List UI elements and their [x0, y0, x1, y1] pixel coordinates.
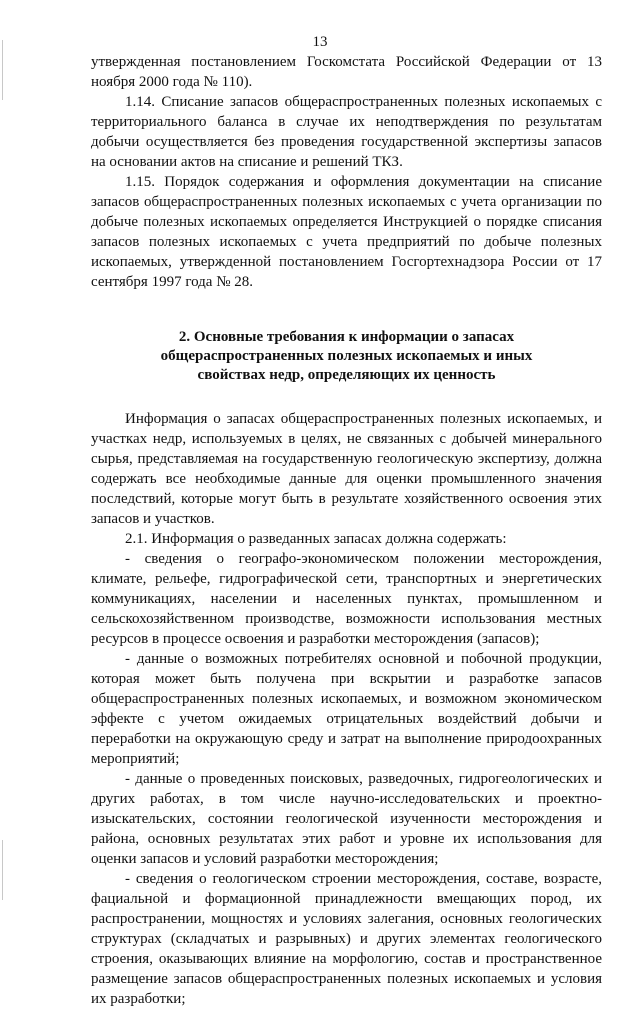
paragraph-intro: Информация о запасах общераспространенных полезных ископаемых, и участках недр, используемых в целях, не связанных с добычей минерального сырья, представляемая на государственную геологическую экспертизу, должна содержать все необходимые данные для оценки промышленного значения последствий, которые могут быть в результате хозяйственного освоения этих запасов и участков.	[91, 411, 602, 527]
list-item-exploration: - данные о проведенных поисковых, разведочных, гидрогеологических и других работах, в том числе научно-исследовательских и проектно-изыскательских, состоянии геологической изученности месторождения и района, основных результатах этих работ и уровне их использования для оценки запасов и условий разработки месторождения;	[91, 771, 602, 867]
section-heading-line-3: свойствах недр, определяющих их ценность	[197, 367, 496, 383]
list-item-geography: - сведения о географо-экономическом положении месторождения, климате, рельефе, гидрографической сети, транспортных и энергетических коммуникациях, населении и населенных пунктах, промышленном и сельскохозяйственном производстве, возможности использования местных ресурсов в процессе освоения и разработки месторождения (запасов);	[91, 551, 602, 647]
list-item-consumers: - данные о возможных потребителях основной и побочной продукции, которая может быть получена при вскрытии и разработке запасов общераспространенных полезных ископаемых, и возможном экономическом эффекте с учетом ожидаемых отрицательных воздействий добычи и переработки на окружающую среду и затрат на выполнение природоохранных мероприятий;	[91, 651, 602, 767]
scan-edge-mark-bottom	[2, 840, 3, 900]
section-heading-line-1: 2. Основные требования к информации о запасах	[178, 329, 515, 345]
list-item-geology: - сведения о геологическом строении месторождения, составе, возрасте, фациальной и формационной принадлежности вмещающих пород, их распространении, мощностях и условиях залегания, основных геологических структурах (складчатых и разрывных) и других элементах геологического строения, оказывающих влияние на морфологию, состав и пространственное размещение запасов общераспространенных полезных ископаемых и условия их разработки;	[91, 871, 602, 1007]
paragraph-1-15: 1.15. Порядок содержания и оформления документации на списание запасов общераспространенных полезных ископаемых с учета организации по добыче полезных ископаемых определяется Инструкцией о порядке списания запасов полезных ископаемых с учета предприятий по добыче полезных ископаемых, утвержденной постановлением Госгортехнадзора России от 17 сентября 1997 года № 28.	[91, 174, 602, 290]
section-heading	[91, 328, 602, 385]
section-heading-line-2: общераспространенных полезных ископаемых и иных	[160, 348, 533, 364]
document-body	[91, 52, 602, 1009]
paragraph-1-14: 1.14. Списание запасов общераспространенных полезных ископаемых с территориального баланса в случае их неподтверждения по результатам добычи осуществляется без проведения государственной экспертизы запасов на основании актов на списание и решений ТКЗ.	[91, 94, 602, 170]
spacer	[91, 292, 602, 328]
spacer	[91, 385, 602, 409]
paragraph-continuation: утвержденная постановлением Госкомстата Российской Федерации от 13 ноября 2000 года № 110).	[91, 54, 602, 90]
paragraph-2-1: 2.1. Информация о разведанных запасах должна содержать:	[125, 531, 507, 547]
page-number: 13	[312, 34, 328, 50]
